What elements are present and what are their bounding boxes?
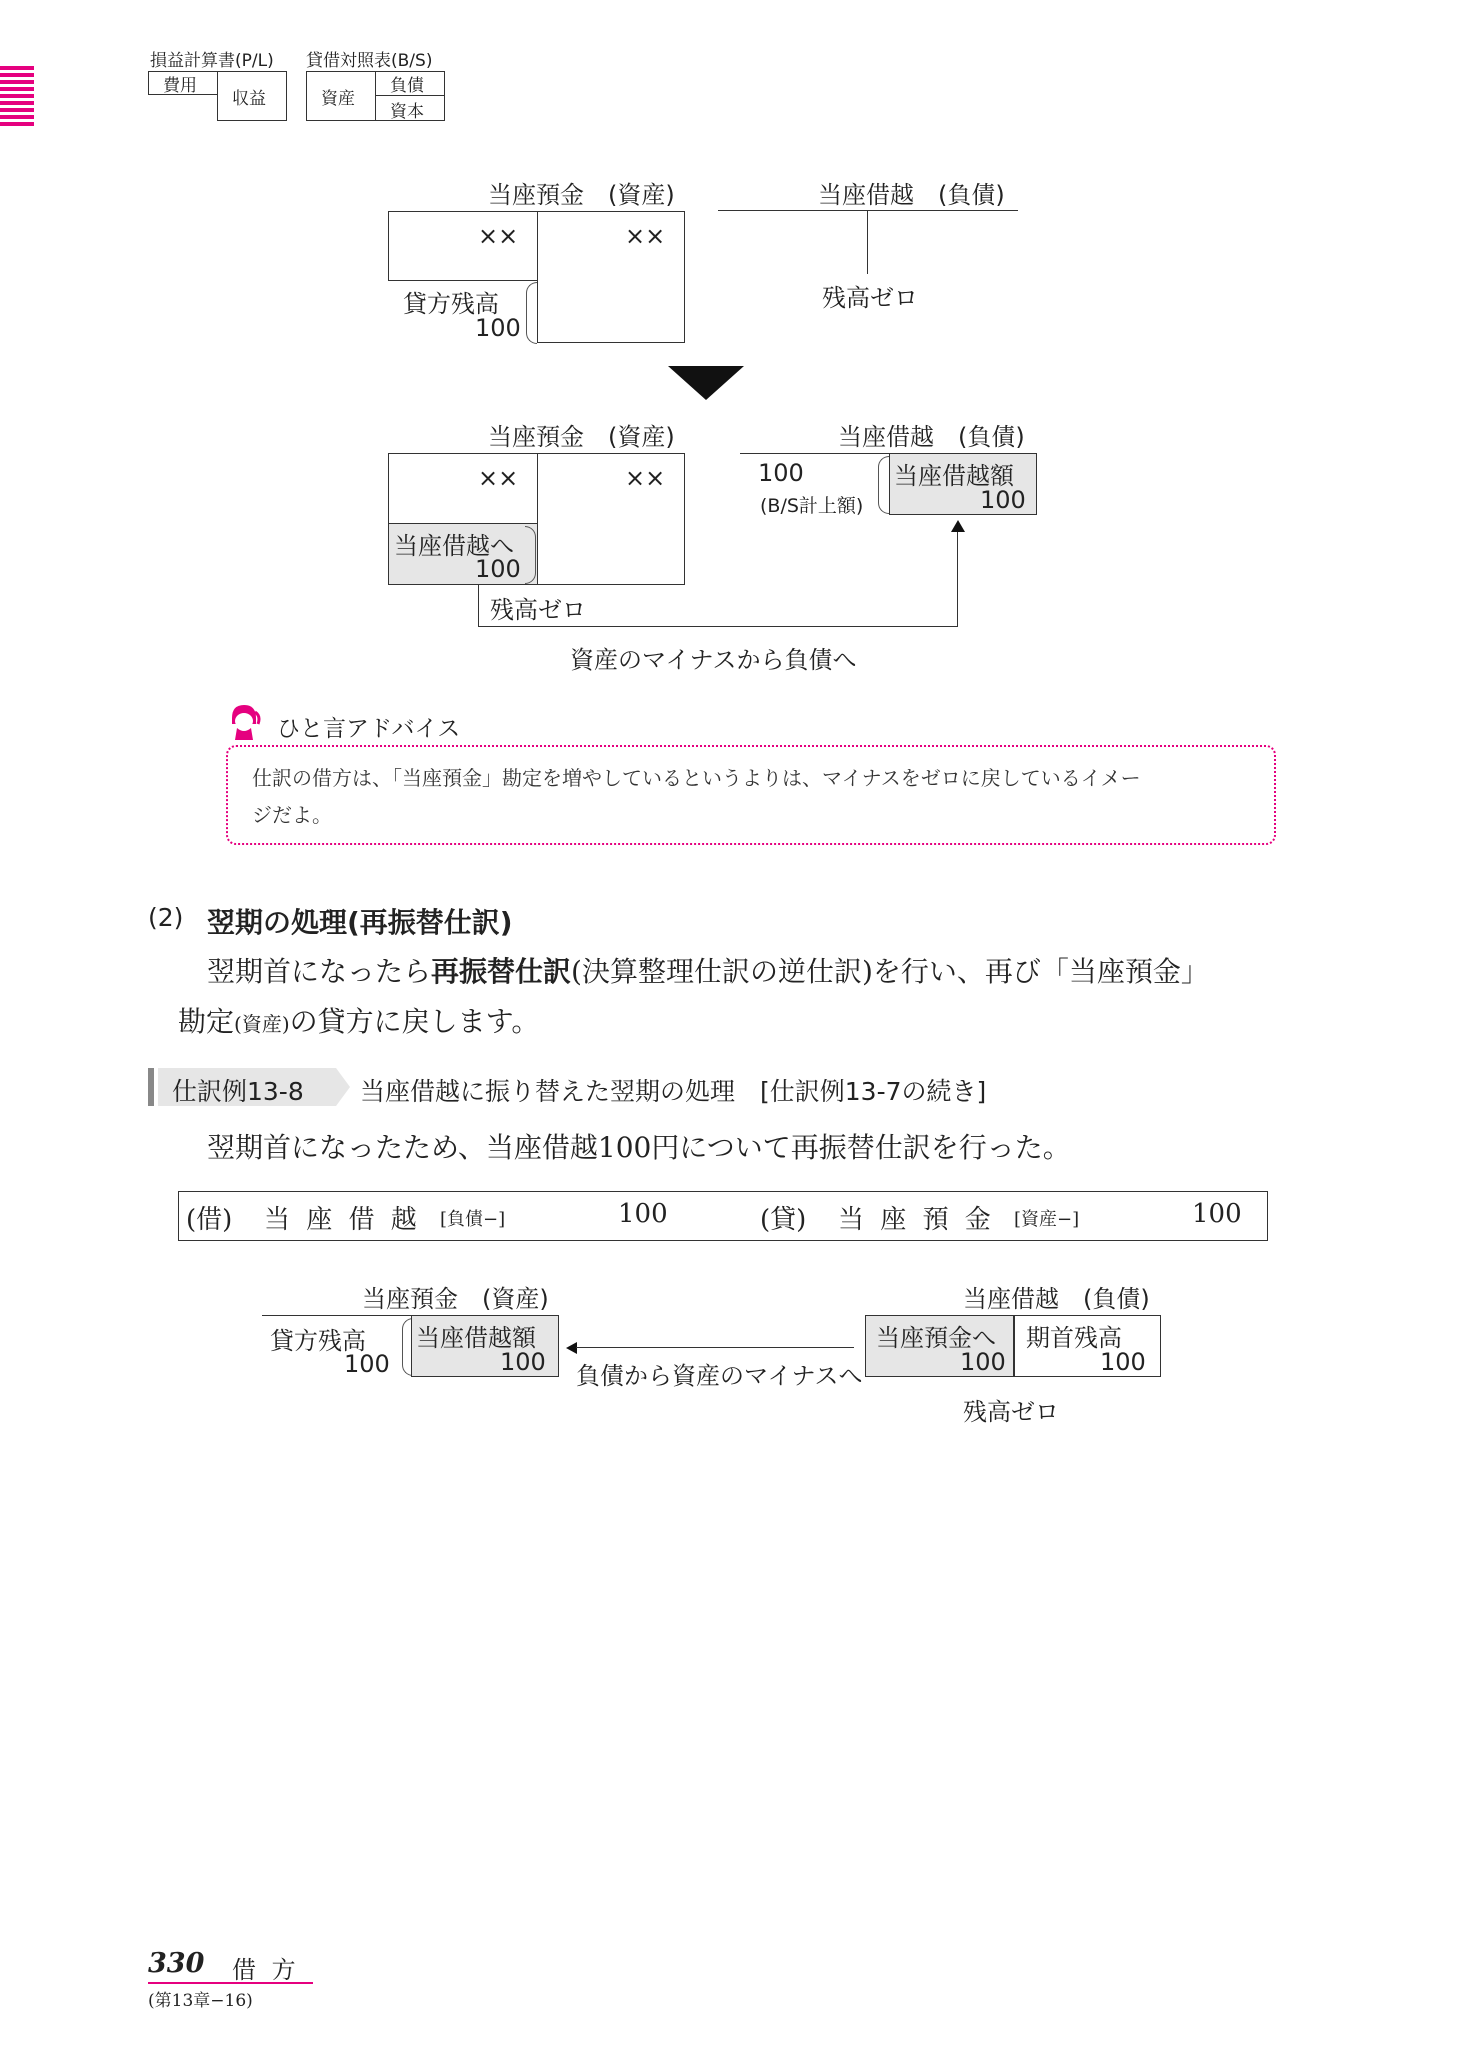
advice-line-1: 仕訳の借方は、「当座預金」勘定を増やしているというよりは、マイナスをゼロに戻しているイメー	[252, 766, 1141, 790]
body-line2-a: 勘定	[178, 1005, 235, 1038]
journal-debit-account: 当 座 借 越	[264, 1205, 421, 1235]
example-tag-arrow	[336, 1068, 350, 1106]
d3-left-top-line	[262, 1315, 412, 1316]
d2-right-shaded-label: 当座借越額	[894, 462, 1014, 490]
journal-credit-tag: [資産−]	[1014, 1209, 1080, 1230]
footer-rule	[148, 1982, 313, 1984]
body-line1-b: (決算整理仕訳の逆仕訳)を行い、再び「当座預金」	[571, 955, 1209, 988]
d3-right-shaded-value: 100	[960, 1348, 1006, 1376]
body-line2-b: の貸方に戻します。	[289, 1005, 540, 1038]
section-body-line-1	[207, 950, 1209, 990]
edge-marker	[0, 66, 34, 128]
d2-right-left-note: (B/S計上額)	[760, 495, 864, 517]
d3-left-balance-label: 貸方残高	[270, 1327, 366, 1355]
d3-arrow-line	[576, 1347, 854, 1348]
bs-capital: 資本	[390, 102, 424, 122]
d3-right-opening-value: 100	[1100, 1348, 1146, 1376]
pl-expense: 費用	[163, 76, 197, 96]
d3-left-balance-value: 100	[344, 1350, 390, 1378]
example-bar	[148, 1068, 154, 1106]
bs-title: 貸借対照表(B/S)	[306, 51, 433, 71]
journal-credit-account: 当 座 預 金	[838, 1205, 995, 1235]
d2-transfer-label: 当座借越へ	[394, 532, 514, 560]
journal-debit-side: (借)	[186, 1205, 233, 1235]
d3-left-arrow-icon	[566, 1342, 577, 1354]
journal-debit-amount: 100	[618, 1199, 668, 1229]
journal-credit-amount: 100	[1192, 1199, 1242, 1229]
d1-left-title: 当座預金 (資産)	[488, 181, 675, 209]
d3-right-shaded-label: 当座預金へ	[876, 1324, 996, 1352]
d3-right-title: 当座借越 (負債)	[963, 1285, 1150, 1313]
d2-up-arrow-icon	[951, 520, 965, 532]
d1-right-center-line	[867, 210, 868, 274]
d3-left-shaded-label: 当座借越額	[416, 1324, 536, 1352]
d3-zero-balance: 残高ゼロ	[963, 1398, 1059, 1426]
d2-left-title: 当座預金 (資産)	[488, 423, 675, 451]
down-arrow-icon	[668, 366, 744, 400]
section-title: 翌期の処理(再振替仕訳)	[207, 906, 513, 939]
example-tag: 仕訳例13-8	[172, 1077, 304, 1106]
d2-debit-mark: ××	[478, 464, 519, 492]
d2-caption: 資産のマイナスから負債へ	[570, 646, 857, 674]
example-title: 当座借越に振り替えた翌期の処理 [仕訳例13-7の続き]	[360, 1077, 987, 1106]
advice-box	[226, 745, 1276, 845]
d3-right-opening-label: 期首残高	[1026, 1324, 1122, 1352]
d2-right-shaded-value: 100	[980, 486, 1026, 514]
section-body-line-2	[178, 1000, 539, 1040]
d2-right-title: 当座借越 (負債)	[838, 423, 1025, 451]
advisor-icon	[228, 702, 262, 740]
d1-zero-balance: 残高ゼロ	[822, 284, 918, 312]
d1-credit-balance-label: 貸方残高	[403, 290, 499, 318]
d1-credit-mark: ××	[625, 222, 666, 250]
d2-right-top-line	[740, 453, 890, 454]
d2-transfer-value: 100	[475, 555, 521, 583]
d2-zero-balance: 残高ゼロ	[490, 596, 586, 624]
bs-asset: 資産	[321, 89, 355, 109]
d1-debit-mark: ××	[478, 222, 519, 250]
d3-left-shaded-value: 100	[500, 1348, 546, 1376]
d1-credit-balance-value: 100	[475, 314, 521, 342]
d2-zero-left-line	[478, 585, 479, 627]
journal-debit-tag: [負債−]	[440, 1209, 506, 1230]
journal-credit-side: (貸)	[760, 1205, 807, 1235]
running-title: 借 方	[232, 1956, 300, 1984]
d2-right-bracket	[878, 456, 889, 514]
d2-zero-right-line	[957, 524, 958, 627]
advice-line-2: ジだよ。	[252, 803, 332, 827]
chapter-ref: (第13章−16)	[148, 1991, 253, 2011]
body-line1-bold: 再振替仕訳	[431, 955, 572, 988]
d2-zero-bottom-line	[478, 626, 958, 627]
d1-right-title: 当座借越 (負債)	[818, 181, 1005, 209]
d2-left-bracket	[525, 526, 536, 584]
bs-liability: 負債	[390, 76, 424, 96]
d1-bracket	[526, 282, 537, 344]
d1-right-top-line	[718, 210, 1018, 211]
section-number: (2)	[148, 903, 184, 932]
body-line1-a: 翌期首になったら	[207, 955, 432, 988]
d3-left-title: 当座預金 (資産)	[362, 1285, 549, 1313]
pl-title: 損益計算書(P/L)	[150, 51, 274, 71]
body-line2-small: (資産)	[234, 1012, 290, 1036]
pl-revenue: 収益	[232, 89, 266, 109]
d2-right-left-value: 100	[758, 459, 804, 487]
d3-arrow-caption: 負債から資産のマイナスへ	[576, 1362, 863, 1390]
d2-credit-mark: ××	[625, 464, 666, 492]
advice-title: ひと言アドバイス	[277, 716, 461, 742]
example-description: 翌期首になったため、当座借越100円について再振替仕訳を行った。	[207, 1131, 1071, 1164]
page-number: 330	[148, 1948, 205, 1979]
